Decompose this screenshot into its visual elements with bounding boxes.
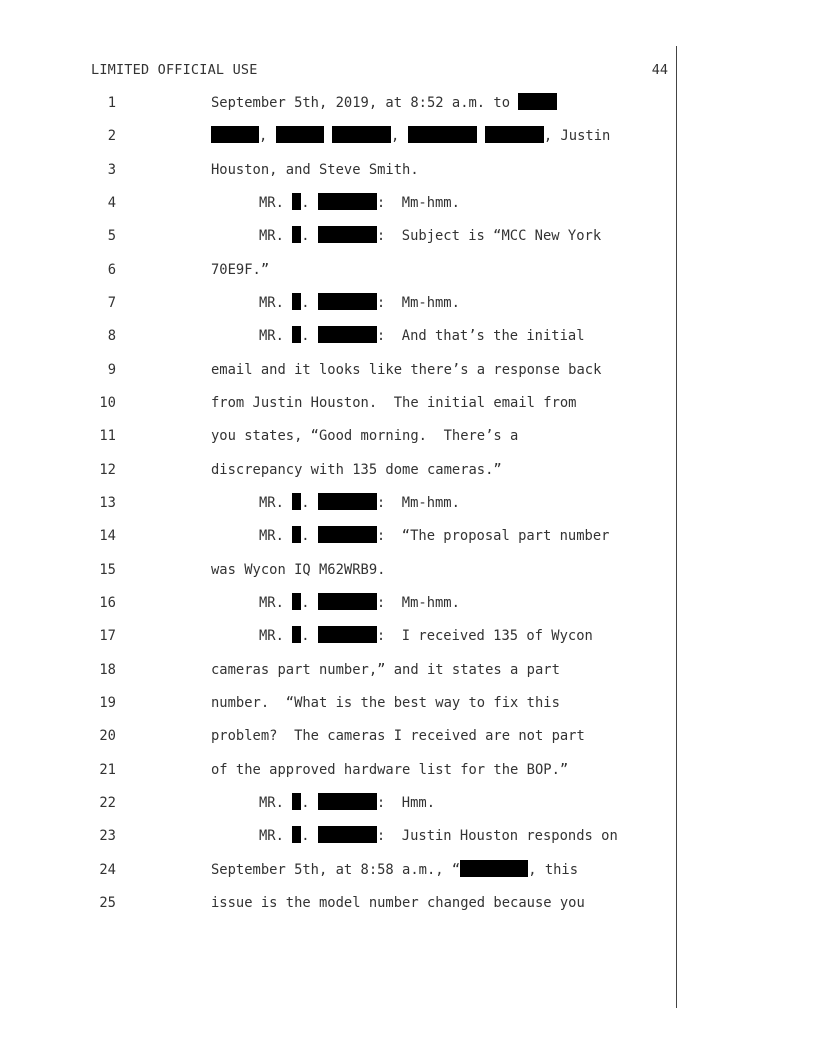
transcript-line	[0, 725, 585, 747]
transcript-line	[0, 392, 577, 414]
line-text	[259, 525, 609, 547]
line-text-segment: MR.	[259, 195, 293, 211]
transcript-line	[0, 525, 610, 547]
line-text-segment: : Mm-hmm.	[376, 295, 460, 311]
redaction-block	[518, 93, 557, 110]
line-text-segment: MR.	[259, 628, 293, 644]
transcript-line	[0, 559, 386, 581]
line-number: 25	[99, 895, 116, 911]
redaction-block	[318, 593, 377, 610]
line-text-segment: .	[301, 195, 318, 211]
transcript-line	[0, 459, 502, 481]
line-text-segment: : And that’s the initial	[376, 328, 585, 344]
line-text-segment: .	[301, 328, 318, 344]
redaction-block	[292, 626, 301, 643]
line-number: 1	[107, 95, 116, 111]
transcript-line	[0, 692, 560, 714]
transcript-line	[0, 259, 270, 281]
line-text-segment: : Subject is “MCC New York	[376, 228, 602, 244]
line-text-segment: ,	[259, 128, 276, 144]
redaction-block	[292, 226, 301, 243]
line-number: 17	[99, 628, 116, 644]
line-number: 4	[107, 195, 116, 211]
line-text	[211, 859, 578, 881]
line-text-segment: , this	[528, 862, 579, 878]
redaction-block	[318, 326, 377, 343]
transcript-line	[0, 625, 593, 647]
line-number: 15	[99, 562, 116, 578]
line-text	[259, 492, 460, 514]
redaction-block	[318, 193, 377, 210]
line-text: Houston, and Steve Smith.	[211, 162, 419, 178]
page-number: 44	[651, 62, 668, 78]
line-text: issue is the model number changed because you	[211, 895, 585, 911]
line-number: 18	[99, 662, 116, 678]
line-text-segment: MR.	[259, 595, 293, 611]
line-text	[259, 225, 601, 247]
line-text-segment: MR.	[259, 528, 293, 544]
line-text-segment: .	[301, 528, 318, 544]
line-number: 8	[107, 328, 116, 344]
transcript-line	[0, 325, 585, 347]
redaction-block	[292, 526, 301, 543]
line-text	[259, 292, 460, 314]
line-text-segment: ,	[390, 128, 408, 144]
line-text-segment: : “The proposal part number	[376, 528, 610, 544]
redaction-block	[292, 293, 301, 310]
line-text-segment: MR.	[259, 795, 293, 811]
transcript-line	[0, 492, 460, 514]
line-number: 2	[107, 128, 116, 144]
line-text-segment: .	[301, 295, 318, 311]
transcript-line	[0, 159, 419, 181]
line-text-segment: : Mm-hmm.	[376, 495, 460, 511]
redaction-block	[292, 193, 301, 210]
line-text: discrepancy with 135 dome cameras.”	[211, 462, 502, 478]
redaction-block	[292, 593, 301, 610]
line-text-segment: .	[301, 795, 318, 811]
line-text-segment: MR.	[259, 228, 293, 244]
line-number: 13	[99, 495, 116, 511]
line-text-segment: September 5th, at 8:58 a.m., “	[211, 862, 461, 878]
line-number: 11	[99, 428, 116, 444]
line-text: email and it looks like there’s a response back	[211, 362, 602, 378]
line-text-segment: September 5th, 2019, at 8:52 a.m. to	[211, 95, 519, 111]
line-text-segment: , Justin	[543, 128, 611, 144]
line-text	[211, 125, 610, 147]
redaction-block	[292, 326, 301, 343]
line-text-segment: .	[301, 495, 318, 511]
transcript-line	[0, 792, 436, 814]
redaction-block	[318, 293, 377, 310]
transcript-line	[0, 759, 569, 781]
line-text	[259, 625, 593, 647]
transcript-line	[0, 292, 460, 314]
line-text-segment: : I received 135 of Wycon	[376, 628, 593, 644]
transcript-line	[0, 92, 519, 114]
line-number: 3	[107, 162, 116, 178]
transcript-line	[0, 192, 460, 214]
transcript-line	[0, 425, 519, 447]
line-number: 6	[107, 262, 116, 278]
classification-header: LIMITED OFFICIAL USE	[91, 62, 258, 78]
redaction-block	[292, 826, 301, 843]
redaction-block	[460, 860, 528, 877]
transcript-line	[0, 359, 602, 381]
line-number: 19	[99, 695, 116, 711]
line-text-segment: : Mm-hmm.	[376, 195, 460, 211]
line-text: problem? The cameras I received are not part	[211, 728, 585, 744]
line-number: 5	[107, 228, 116, 244]
transcript-line	[0, 859, 579, 881]
redaction-block	[485, 126, 544, 143]
line-text: 70E9F.”	[211, 262, 270, 278]
redaction-block	[408, 126, 477, 143]
line-text	[211, 92, 557, 114]
line-text: cameras part number,” and it states a part	[211, 662, 560, 678]
transcript-line	[0, 825, 618, 847]
line-text-segment: : Mm-hmm.	[376, 595, 460, 611]
redaction-block	[318, 793, 377, 810]
redaction-block	[318, 826, 377, 843]
redaction-block	[318, 226, 377, 243]
line-number: 23	[99, 828, 116, 844]
redaction-block	[292, 493, 301, 510]
right-margin-rule	[676, 46, 677, 1008]
line-text-segment: : Justin Houston responds on	[376, 828, 618, 844]
line-text-segment: MR.	[259, 295, 293, 311]
transcript-line	[0, 125, 611, 147]
line-number: 20	[99, 728, 116, 744]
transcript-line	[0, 892, 585, 914]
line-number: 24	[99, 862, 116, 878]
transcript-line	[0, 592, 460, 614]
line-number: 21	[99, 762, 116, 778]
line-text-segment: MR.	[259, 828, 293, 844]
line-text	[259, 792, 435, 814]
line-number: 9	[107, 362, 116, 378]
line-text-segment: : Hmm.	[376, 795, 436, 811]
line-text: you states, “Good morning. There’s a	[211, 428, 519, 444]
redaction-block	[332, 126, 391, 143]
redaction-block	[292, 793, 301, 810]
line-text: number. “What is the best way to fix this	[211, 695, 560, 711]
redaction-block	[318, 626, 377, 643]
line-number: 14	[99, 528, 116, 544]
line-text-segment: .	[301, 595, 318, 611]
redaction-block	[318, 493, 377, 510]
redaction-block	[211, 126, 259, 143]
line-text: of the approved hardware list for the BOP.”	[211, 762, 569, 778]
line-number: 7	[107, 295, 116, 311]
redaction-block	[318, 526, 377, 543]
transcript-line	[0, 659, 560, 681]
redaction-block	[276, 126, 324, 143]
line-number: 22	[99, 795, 116, 811]
transcript-line	[0, 225, 602, 247]
line-text-segment: .	[301, 628, 318, 644]
line-text	[259, 192, 460, 214]
line-text-segment: MR.	[259, 328, 293, 344]
line-number: 12	[99, 462, 116, 478]
line-text-segment: .	[301, 228, 318, 244]
line-text: from Justin Houston. The initial email from	[211, 395, 577, 411]
line-text	[259, 325, 585, 347]
line-text: was Wycon IQ M62WRB9.	[211, 562, 386, 578]
line-text-segment: .	[301, 828, 318, 844]
line-text	[259, 825, 618, 847]
line-text	[259, 592, 460, 614]
line-number: 10	[99, 395, 116, 411]
line-number: 16	[99, 595, 116, 611]
line-text-segment: MR.	[259, 495, 293, 511]
